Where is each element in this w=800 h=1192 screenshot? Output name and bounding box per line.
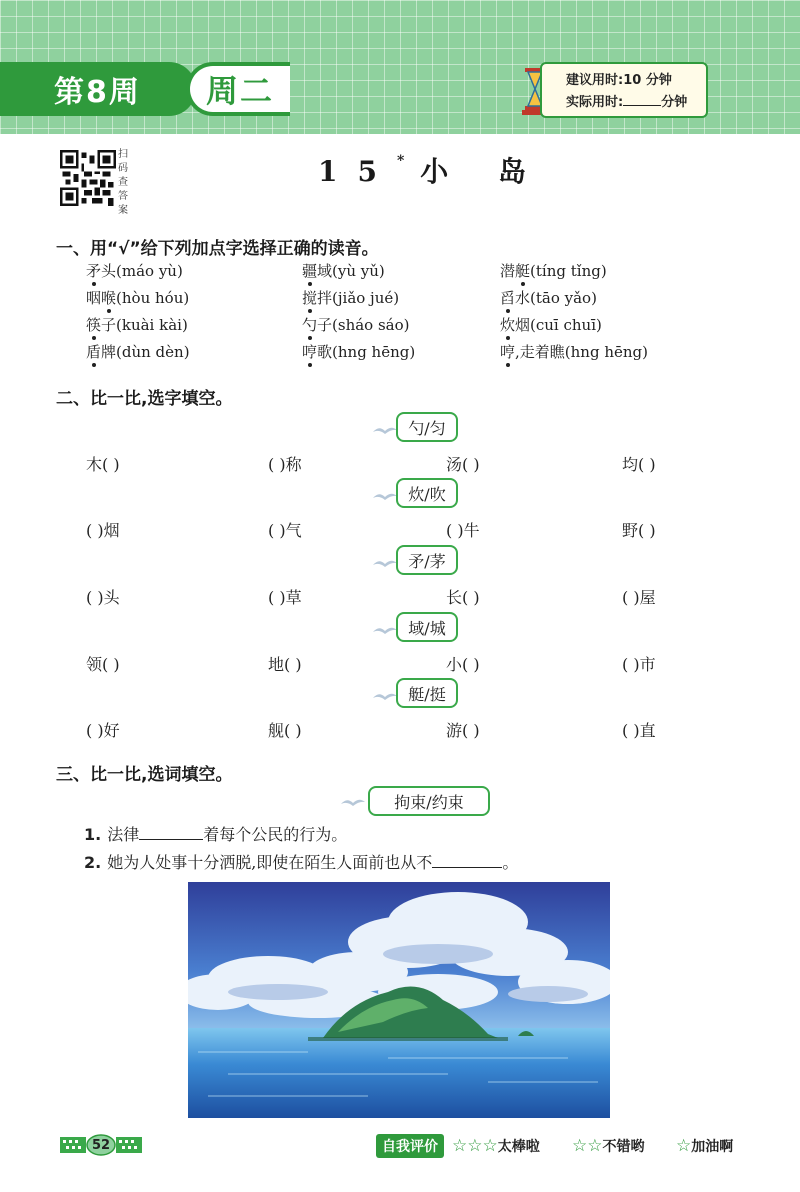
lesson-title: 小 岛 [420, 155, 547, 188]
char-pill: 艇/挺 [396, 678, 458, 708]
fill-cell[interactable]: 长( ) [446, 588, 480, 607]
rating-text: 加油啊 [691, 1139, 734, 1155]
pinyin-options: 头(máo yù) [101, 262, 183, 280]
pinyin-options: 域(yù yǔ) [317, 262, 385, 280]
char-pill: 矛/茅 [396, 545, 458, 575]
dotted-char: 疆 [302, 262, 318, 280]
answer-blank-2[interactable] [432, 852, 502, 868]
pinyin-item[interactable] [302, 287, 399, 308]
star-icon: ☆ [676, 1135, 692, 1156]
fill-cell[interactable]: 野( ) [622, 521, 656, 540]
day-tab: 周二 [186, 62, 290, 116]
dotted-char: 矛 [86, 262, 102, 280]
qr-code-icon[interactable] [60, 150, 116, 206]
self-eval-label: 自我评价 [376, 1134, 444, 1158]
lesson-mark: * [396, 152, 405, 169]
section1-heading: 一、用“√”给下列加点字选择正确的读音。 [56, 239, 379, 259]
time-box [540, 62, 708, 118]
fill-cell[interactable]: ( )屋 [622, 588, 656, 607]
actual-time [566, 92, 706, 114]
actual-time-unit: 分钟 [661, 95, 688, 110]
dotted-char: 哼 [302, 343, 318, 361]
pinyin-item[interactable] [500, 260, 607, 281]
bird-icon [372, 424, 398, 436]
pinyin-item[interactable] [500, 341, 648, 362]
week-tab: 第8周 [0, 62, 196, 116]
word-pill: 拘束/约束 [368, 786, 490, 816]
pinyin-item[interactable] [86, 287, 189, 308]
section2-heading: 二、比一比,选字填空。 [56, 389, 233, 409]
pinyin-options: 子(kuài kài) [101, 316, 188, 334]
bird-icon [340, 796, 366, 808]
question-1: 1. 法律 着每个公民的行为。 [84, 825, 348, 844]
dotted-char: 炊 [500, 316, 516, 334]
fill-cell[interactable]: ( )头 [86, 588, 120, 607]
rating-option[interactable] [676, 1136, 733, 1156]
char-pill: 勺/匀 [396, 412, 458, 442]
bird-icon [372, 490, 398, 502]
question-2: 2. 她为人处事十分洒脱,即使在陌生人面前也从不 。 [84, 853, 519, 872]
fill-cell[interactable]: ( )烟 [86, 521, 120, 540]
pinyin-item[interactable] [86, 314, 188, 335]
fill-cell[interactable]: 木( ) [86, 455, 120, 474]
char-pill: 域/城 [396, 612, 458, 642]
fill-cell[interactable]: 地( ) [268, 655, 302, 674]
pinyin-item[interactable] [302, 260, 385, 281]
rating-option[interactable] [452, 1136, 540, 1156]
island-illustration [188, 882, 610, 1118]
char-pill: 炊/吹 [396, 478, 458, 508]
star-icon: ☆ [482, 1135, 498, 1156]
pinyin-item[interactable] [302, 314, 410, 335]
bird-icon [372, 690, 398, 702]
fill-cell[interactable]: 舰( ) [268, 721, 302, 740]
suggest-time: 建议用时:10 分钟 [566, 73, 672, 88]
dotted-char: 筷 [86, 316, 102, 334]
fill-cell[interactable]: ( )牛 [446, 521, 480, 540]
pinyin-options: (tíng tǐng) [530, 262, 607, 280]
pinyin-options: 子(sháo sáo) [317, 316, 410, 334]
pinyin-options: 水(tāo yǎo) [515, 289, 597, 307]
dotted-char: 哼 [500, 343, 516, 361]
fill-cell[interactable]: ( )市 [622, 655, 656, 674]
dotted-char: 搅 [302, 289, 318, 307]
fill-cell[interactable]: ( )直 [622, 721, 656, 740]
rating-text: 太棒啦 [497, 1139, 540, 1155]
star-icon: ☆ [587, 1135, 603, 1156]
dotted-char: 勺 [302, 316, 318, 334]
pinyin-options: 牌(dùn dèn) [101, 343, 190, 361]
pinyin-item[interactable] [302, 341, 415, 362]
dotted-char: 盾 [86, 343, 102, 361]
fill-cell[interactable]: 游( ) [446, 721, 480, 740]
dotted-char: 喉 [101, 289, 117, 307]
lesson-number: 15 [318, 155, 397, 188]
answer-blank-1[interactable] [139, 824, 203, 840]
actual-time-blank[interactable] [623, 92, 661, 106]
pinyin-item[interactable] [86, 341, 190, 362]
pinyin-options: 拌(jiǎo jué) [317, 289, 400, 307]
dotted-char: 艇 [515, 262, 531, 280]
fill-cell[interactable]: ( )草 [268, 588, 302, 607]
fill-cell[interactable]: ( )气 [268, 521, 302, 540]
dotted-char: 舀 [500, 289, 516, 307]
pinyin-options: 歌(hng hēng) [317, 343, 416, 361]
fill-cell[interactable]: ( )称 [268, 455, 302, 474]
fill-cell[interactable]: ( )好 [86, 721, 120, 740]
star-icon: ☆ [572, 1135, 588, 1156]
fill-cell[interactable]: 领( ) [86, 655, 120, 674]
bird-icon [372, 624, 398, 636]
section3-heading: 三、比一比,选词填空。 [56, 765, 233, 785]
pinyin-prefix: 咽 [86, 289, 102, 307]
page-title [318, 150, 546, 194]
qr-caption: 扫 码 查 答 案 [118, 149, 128, 216]
bird-icon [372, 557, 398, 569]
actual-time-label: 实际用时: [566, 95, 624, 110]
pinyin-item[interactable] [500, 287, 597, 308]
pinyin-item[interactable] [500, 314, 602, 335]
star-icon: ☆ [467, 1135, 483, 1156]
fill-cell[interactable]: 汤( ) [446, 455, 480, 474]
fill-cell[interactable]: 小( ) [446, 655, 480, 674]
pinyin-item[interactable] [86, 260, 183, 281]
pinyin-options: (hòu hóu) [116, 289, 190, 307]
pinyin-prefix: 潜 [500, 262, 516, 280]
star-icon: ☆ [452, 1135, 468, 1156]
rating-text: 不错哟 [602, 1139, 645, 1155]
fill-cell[interactable]: 均( ) [622, 455, 656, 474]
page-number: 52 [91, 1137, 111, 1153]
pinyin-options: 烟(cuī chuī) [515, 316, 602, 334]
rating-option[interactable] [572, 1136, 645, 1156]
pinyin-options: ,走着瞧(hng hēng) [515, 343, 648, 361]
